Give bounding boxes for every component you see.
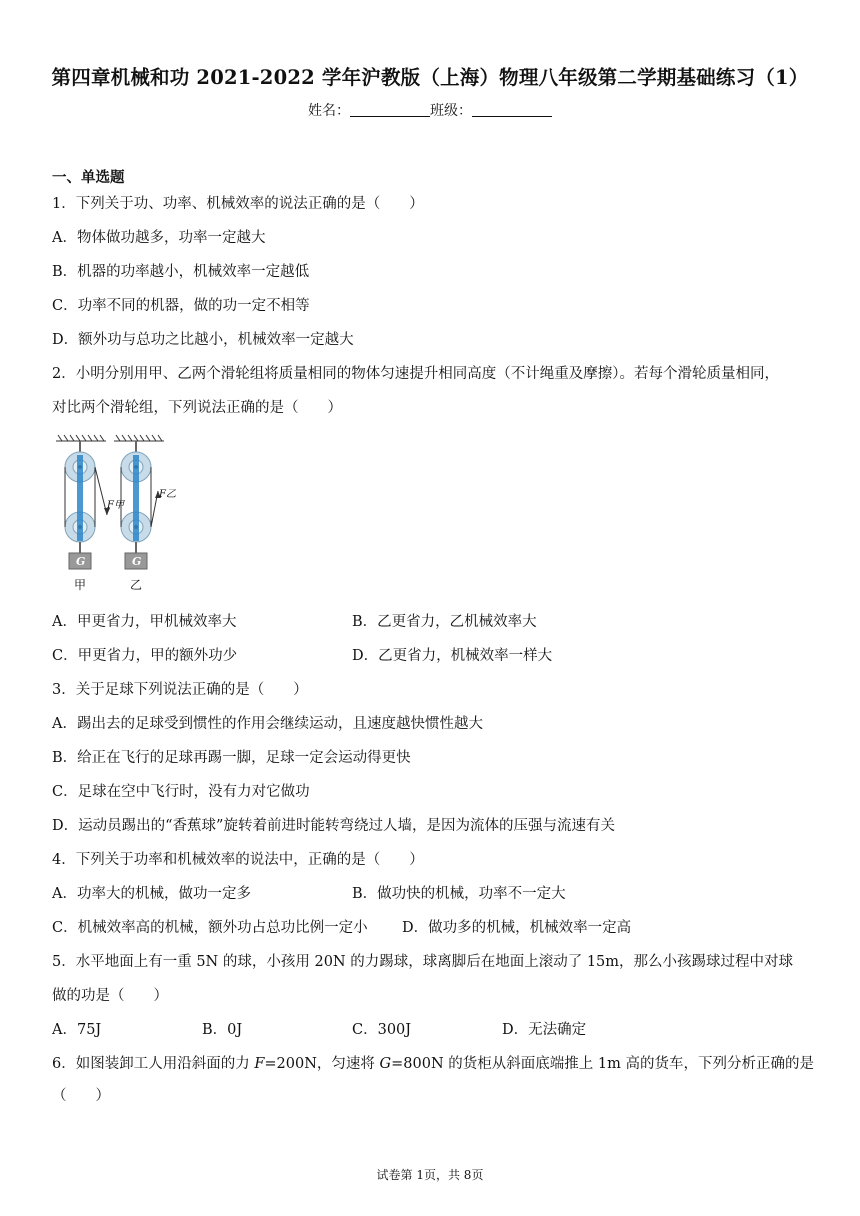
force-label-b: F乙: [159, 489, 176, 500]
student-info-line: [0, 100, 860, 120]
q3-stem: 3．关于足球下列说法正确的是（ ）: [52, 682, 308, 698]
figure-label-a: 甲: [74, 578, 87, 592]
q5-stem-line1: 5．水平地面上有一重 5N 的球，小孩用 20N 的力踢球，球离脚后在地面上滚动了 15m，那么小孩踢球过程中对球: [52, 954, 794, 970]
weight-label-b: G: [132, 555, 142, 568]
q2-stem-line1: 2．小明分别用甲、乙两个滑轮组将质量相同的物体匀速提升相同高度（不计绳重及摩擦）。若每个滑轮质量相同，: [52, 366, 779, 382]
ceiling-left: [56, 435, 106, 441]
q2-option-a: A．甲更省力，甲机械效率大: [52, 614, 237, 630]
q1-option-a: A．物体做功越多，功率一定越大: [52, 230, 266, 246]
q6-stem-line2: （ ）: [52, 1088, 110, 1104]
q2-option-b: B．乙更省力，乙机械效率大: [352, 614, 537, 630]
q5-stem-line2: 做的功是（ ）: [52, 988, 168, 1004]
q2-stem-line2: 对比两个滑轮组，下列说法正确的是（ ）: [52, 400, 342, 416]
q3-option-b: B．给正在飞行的足球再踢一脚，足球一定会运动得更快: [52, 750, 411, 766]
q6-stem-part1: 6．如图装卸工人用沿斜面的力: [52, 1056, 255, 1072]
q5-option-d: D．无法确定: [502, 1022, 587, 1038]
section-heading: 一、单选题: [52, 169, 125, 186]
q1-option-c: C．功率不同的机器，做的功一定不相等: [52, 298, 310, 314]
q4-option-d: D．做功多的机械，机械效率一定高: [402, 920, 632, 936]
q4-stem: 4．下列关于功率和机械效率的说法中，正确的是（ ）: [52, 852, 424, 868]
name-label: 姓名：: [308, 103, 350, 119]
q1-option-d: D．额外功与总功之比越小，机械效率一定越大: [52, 332, 354, 348]
page-footer: 试卷第 1页，共 8页: [376, 1168, 484, 1182]
class-blank[interactable]: [472, 104, 552, 117]
weight-label-a: G: [76, 555, 86, 568]
q4-option-a: A．功率大的机械，做功一定多: [52, 886, 251, 902]
name-blank[interactable]: [350, 104, 430, 117]
q5-option-c: C．300J: [352, 1022, 412, 1038]
q6-stem-line1: [52, 1054, 814, 1074]
q6-stem-part3: =800N 的货柜从斜面底端推上 1m 高的货车，下列分析正确的是: [391, 1056, 814, 1072]
q3-option-a: A．踢出去的足球受到惯性的作用会继续运动，且速度越快惯性越大: [52, 716, 483, 732]
q5-option-b: B．0J: [202, 1022, 243, 1038]
q2-option-c: C．甲更省力，甲的额外功少: [52, 648, 238, 664]
class-label: 班级：: [430, 103, 472, 119]
figure-label-b: 乙: [130, 578, 143, 592]
q3-option-d: D．运动员踢出的“香蕉球”旋转着前进时能转弯绕过人墙，是因为流体的压强与流速有关: [52, 818, 615, 834]
weight-symbol: G: [379, 1056, 392, 1072]
q4-option-c: C．机械效率高的机械，额外功占总功比例一定小: [52, 920, 368, 936]
page-title: 第四章机械和功 2021-2022 学年沪教版（上海）物理八年级第二学期基础练习（1）: [51, 66, 809, 89]
pulley-system-figure: [52, 433, 184, 597]
ceiling-right: [114, 435, 164, 441]
q3-option-c: C．足球在空中飞行时，没有力对它做功: [52, 784, 310, 800]
q5-option-a: A．75J: [52, 1022, 102, 1038]
q1-option-b: B．机器的功率越小，机械效率一定越低: [52, 264, 310, 280]
q1-stem: 1．下列关于功、功率、机械效率的说法正确的是（ ）: [52, 196, 424, 212]
q2-option-d: D．乙更省力，机械效率一样大: [352, 648, 553, 664]
q4-option-b: B．做功快的机械，功率不一定大: [352, 886, 566, 902]
force-label-a: F甲: [107, 500, 124, 511]
q6-stem-part2: =200N，匀速将: [264, 1056, 380, 1072]
force-symbol: F: [254, 1056, 265, 1072]
